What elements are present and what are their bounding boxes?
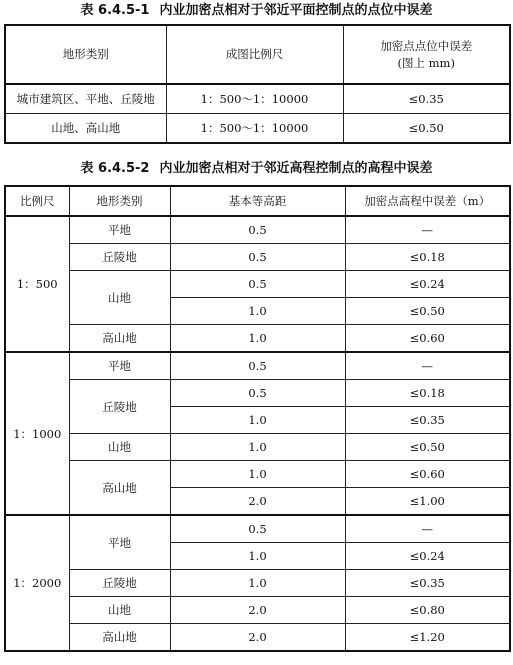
table2-number: 表 6.4.5-2 (80, 161, 150, 176)
table2-cell-error: ≤0.50 (345, 434, 510, 461)
table2-cell-error: ≤0.18 (345, 380, 510, 407)
table2-cell-error: — (345, 515, 510, 543)
table-row (5, 461, 510, 488)
table2-cell-interval: 2.0 (170, 488, 345, 516)
table2-cell-interval: 1.0 (170, 570, 345, 597)
table-row (5, 84, 510, 114)
table2-cell-interval: 0.5 (170, 352, 345, 380)
table2-cell-error: ≤0.80 (345, 597, 510, 624)
table2-cell-interval: 0.5 (170, 244, 345, 271)
table2-cell-error: ≤1.20 (345, 624, 510, 652)
table2-cell-terrain: 丘陵地 (69, 244, 170, 271)
table1-header-row (5, 25, 510, 84)
table2-cell-error: — (345, 216, 510, 244)
table2-cell-error: ≤0.24 (345, 543, 510, 570)
table2-cell-interval: 1.0 (170, 325, 345, 353)
table2-cell-interval: 2.0 (170, 624, 345, 652)
table1 (4, 24, 511, 144)
table2-cell-terrain: 丘陵地 (69, 570, 170, 597)
table2-cell-scale: 1：500 (5, 216, 69, 352)
table-row (5, 515, 510, 543)
table2-cell-interval: 1.0 (170, 298, 345, 325)
table1-title: 内业加密点相对于邻近平面控制点的点位中误差 (159, 3, 433, 18)
table2-cell-interval: 1.0 (170, 407, 345, 434)
table2-cell-error: — (345, 352, 510, 380)
table1-header-terrain: 地形类别 (5, 25, 166, 84)
table1-caption (0, 2, 513, 20)
table2-header-scale: 比例尺 (5, 186, 69, 216)
table2-cell-interval: 2.0 (170, 597, 345, 624)
table-row (5, 216, 510, 244)
table2-cell-terrain: 平地 (69, 515, 170, 570)
table1-header-error-line1: 加密点点位中误差 (380, 38, 473, 53)
table2-cell-interval: 1.0 (170, 543, 345, 570)
table2-cell-terrain: 丘陵地 (69, 380, 170, 434)
table2-cell-interval: 1.0 (170, 434, 345, 461)
table2-cell-interval: 1.0 (170, 461, 345, 488)
table1-cell-scale: 1：500～1：10000 (166, 114, 343, 144)
table1-header-error (343, 25, 510, 84)
table2-cell-error: ≤0.50 (345, 298, 510, 325)
table1-cell-scale: 1：500～1：10000 (166, 84, 343, 114)
table2-cell-error: ≤0.24 (345, 271, 510, 298)
table-row (5, 597, 510, 624)
table2-caption (0, 160, 513, 178)
table2-cell-error: ≤0.60 (345, 325, 510, 353)
table2-cell-error: ≤0.18 (345, 244, 510, 271)
table-row (5, 380, 510, 407)
table2-cell-terrain: 高山地 (69, 325, 170, 353)
table1-cell-terrain: 城市建筑区、平地、丘陵地 (5, 84, 166, 114)
table2-header-interval: 基本等高距 (170, 186, 345, 216)
table2-cell-error: ≤0.60 (345, 461, 510, 488)
table2-cell-terrain: 平地 (69, 216, 170, 244)
table2-cell-terrain: 高山地 (69, 624, 170, 652)
table2-cell-scale: 1：1000 (5, 352, 69, 515)
table-row (5, 244, 510, 271)
table2 (4, 185, 511, 652)
table2-cell-terrain: 山地 (69, 271, 170, 325)
table-row (5, 114, 510, 144)
table1-header-error-line2: (图上 mm) (397, 55, 455, 70)
table2-cell-error: ≤0.35 (345, 407, 510, 434)
table2-cell-interval: 0.5 (170, 380, 345, 407)
table-row (5, 624, 510, 652)
table2-cell-scale: 1：2000 (5, 515, 69, 651)
table2-cell-interval: 0.5 (170, 515, 345, 543)
table1-header-scale: 成图比例尺 (166, 25, 343, 84)
table-row (5, 271, 510, 298)
table2-header-error: 加密点高程中误差（m） (345, 186, 510, 216)
table2-header-terrain: 地形类别 (69, 186, 170, 216)
table-row (5, 434, 510, 461)
table1-cell-terrain: 山地、高山地 (5, 114, 166, 144)
table2-cell-terrain: 高山地 (69, 461, 170, 516)
table2-cell-interval: 0.5 (170, 216, 345, 244)
table2-cell-interval: 0.5 (170, 271, 345, 298)
table2-cell-terrain: 山地 (69, 597, 170, 624)
table1-cell-error: ≤0.35 (343, 84, 510, 114)
table-row (5, 570, 510, 597)
table-row (5, 325, 510, 353)
table2-header-row (5, 186, 510, 216)
table2-title: 内业加密点相对于邻近高程控制点的高程中误差 (159, 161, 433, 176)
table2-cell-terrain: 平地 (69, 352, 170, 380)
table-row (5, 352, 510, 380)
table2-cell-error: ≤0.35 (345, 570, 510, 597)
table2-cell-error: ≤1.00 (345, 488, 510, 516)
table2-cell-terrain: 山地 (69, 434, 170, 461)
table1-cell-error: ≤0.50 (343, 114, 510, 144)
table1-number: 表 6.4.5-1 (80, 3, 150, 18)
